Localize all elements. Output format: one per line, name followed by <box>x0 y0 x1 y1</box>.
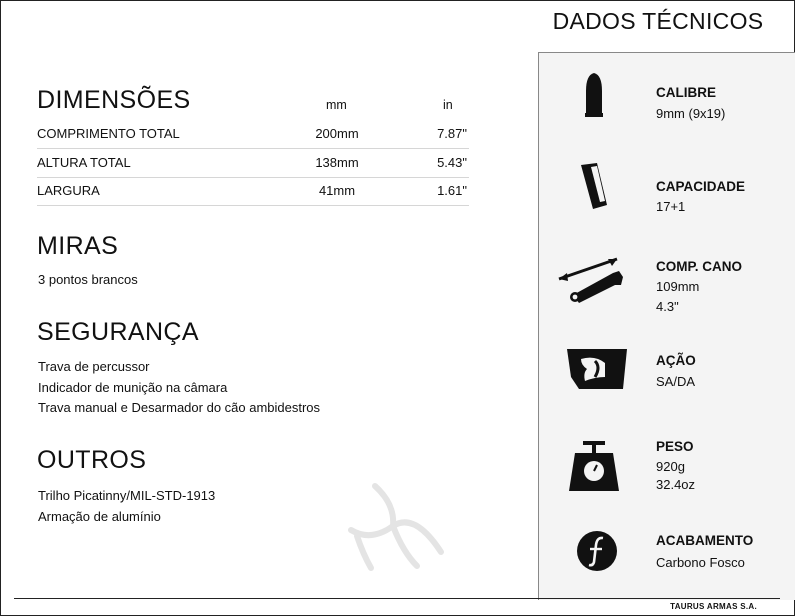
dimension-in: 7.87" <box>437 126 467 141</box>
tech-data-panel <box>538 52 795 600</box>
spec-value: Carbono Fosco <box>656 555 745 570</box>
spec-value: 4.3" <box>656 299 679 314</box>
dimension-mm: 200mm <box>315 126 359 141</box>
footer-rule <box>14 598 780 599</box>
spec-value: 32.4oz <box>656 477 696 492</box>
trigger-icon <box>565 347 631 391</box>
dimension-name: COMPRIMENTO TOTAL <box>37 126 180 141</box>
finish-icon <box>561 529 627 573</box>
column-header-mm: mm <box>326 98 347 112</box>
table-row <box>37 120 469 149</box>
section-title-outros: OUTROS <box>37 446 147 474</box>
list-item: Indicador de munição na câmara <box>38 380 228 395</box>
section-title-seguranca: SEGURANÇA <box>37 318 199 346</box>
spec-value: 17+1 <box>656 199 686 214</box>
spec-value: 109mm <box>656 279 700 294</box>
spec-value: 920g <box>656 459 685 474</box>
bullet-icon <box>561 71 627 119</box>
spec-value: SA/DA <box>656 374 696 389</box>
spec-label: ACABAMENTO <box>656 533 754 548</box>
table-row <box>37 149 469 178</box>
footer-company: TAURUS ARMAS S.A. <box>670 602 757 611</box>
spec-label: CAPACIDADE <box>656 179 746 194</box>
bull-logo-watermark-icon <box>345 482 445 574</box>
dimension-mm: 41mm <box>318 183 356 198</box>
spec-label: PESO <box>656 439 694 454</box>
list-item: Trilho Picatinny/MIL-STD-1913 <box>38 488 216 503</box>
section-title-dimensoes: DIMENSÕES <box>37 86 191 114</box>
dimension-in: 1.61" <box>437 183 467 198</box>
spec-label: AÇÃO <box>656 353 696 368</box>
table-row <box>37 177 469 206</box>
dimension-in: 5.43" <box>437 155 467 170</box>
sidebar-title: DADOS TÉCNICOS <box>552 8 764 34</box>
section-title-miras: MIRAS <box>37 232 119 260</box>
list-item: Trava manual e Desarmador do cão ambidestros <box>38 400 321 415</box>
magazine-icon <box>561 161 627 211</box>
spec-value: 9mm (9x19) <box>656 106 726 121</box>
spec-label: COMP. CANO <box>656 259 743 274</box>
list-item: Trava de percussor <box>38 359 150 374</box>
scale-icon <box>561 437 627 493</box>
list-item: Armação de alumínio <box>38 509 161 524</box>
spec-label: CALIBRE <box>656 85 716 100</box>
column-header-in: in <box>443 98 453 112</box>
dimension-name: LARGURA <box>37 183 100 198</box>
list-item: 3 pontos brancos <box>38 272 138 287</box>
dimension-mm: 138mm <box>315 155 359 170</box>
dimension-name: ALTURA TOTAL <box>37 155 131 170</box>
barrel-icon <box>557 251 631 303</box>
